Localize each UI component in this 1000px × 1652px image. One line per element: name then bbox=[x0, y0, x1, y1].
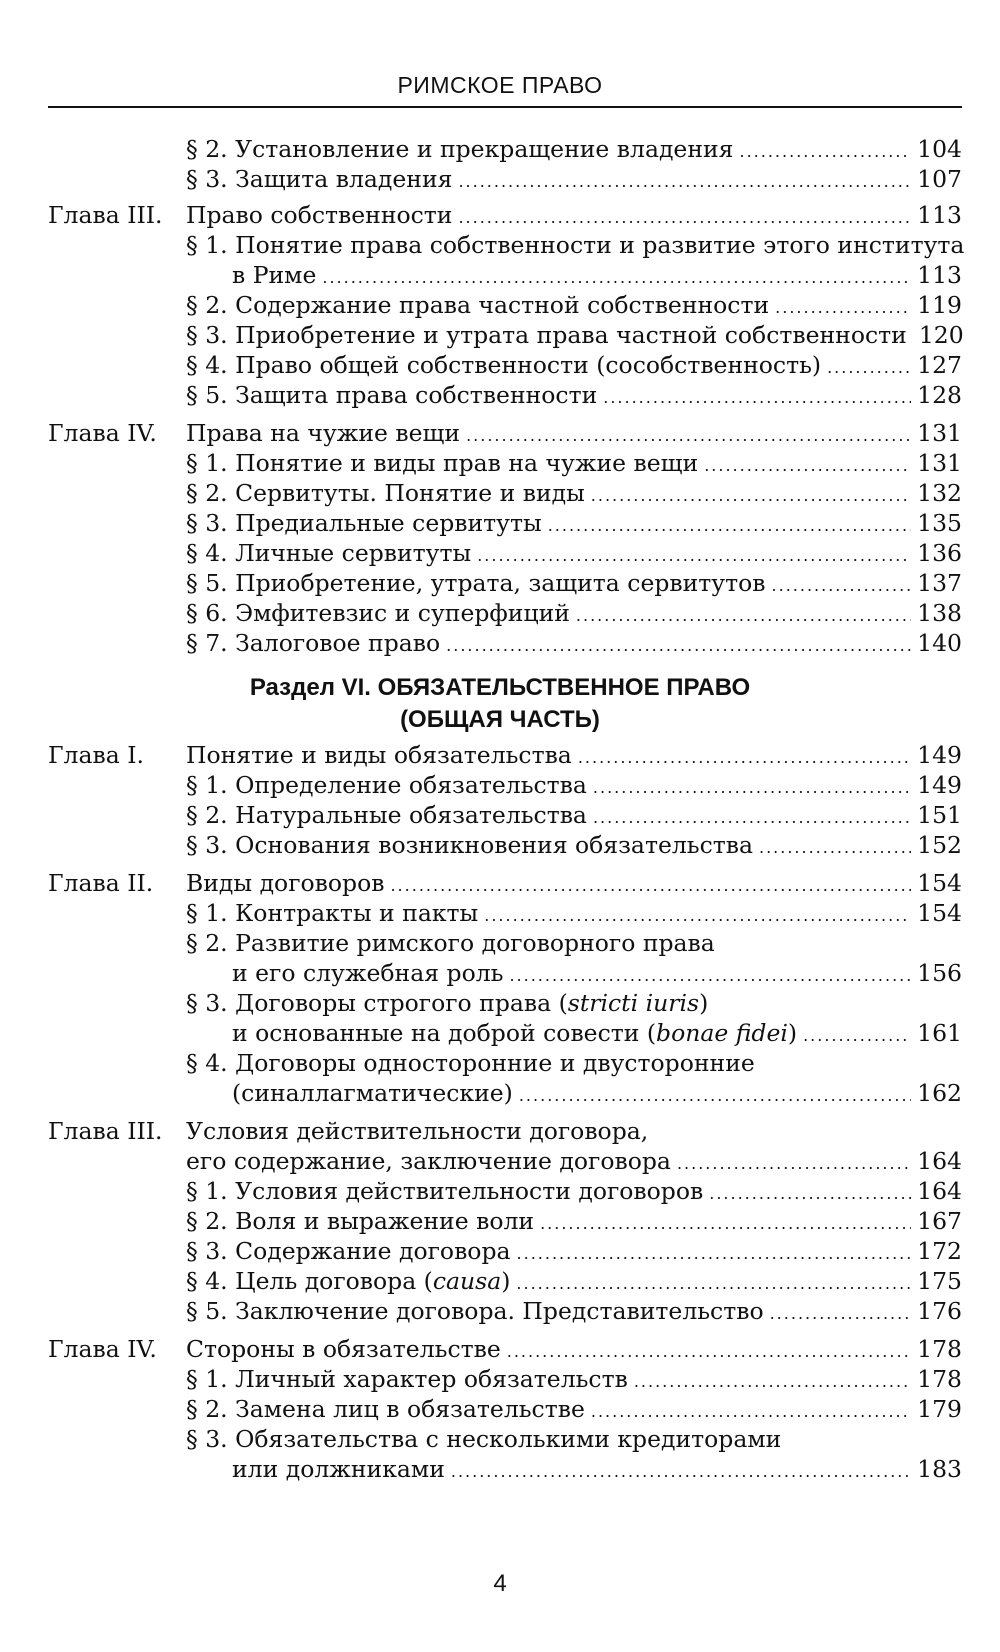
toc-line bbox=[186, 508, 962, 541]
toc-entry bbox=[0, 800, 1000, 831]
chapter-label: Глава I. bbox=[48, 741, 144, 769]
toc-entry bbox=[0, 568, 1000, 599]
page-ref: 178 bbox=[917, 1335, 962, 1363]
entry-text: § 3. Договоры строгого права (stricti iuris) bbox=[186, 989, 709, 1017]
page-ref: 175 bbox=[917, 1267, 962, 1295]
page-ref: 113 bbox=[917, 201, 962, 229]
entry-text: § 7. Залоговое право bbox=[186, 629, 441, 657]
toc-line bbox=[186, 200, 962, 233]
page-ref: 131 bbox=[917, 419, 962, 447]
dot-leader bbox=[704, 450, 911, 481]
dot-leader bbox=[578, 742, 911, 773]
toc-line bbox=[186, 1364, 962, 1397]
toc-line bbox=[186, 448, 962, 481]
toc-line bbox=[186, 350, 962, 383]
toc-line bbox=[186, 770, 962, 803]
page-ref: 164 bbox=[917, 1147, 962, 1175]
dot-leader bbox=[507, 1336, 911, 1367]
dot-leader bbox=[603, 382, 911, 413]
dot-leader bbox=[484, 900, 911, 931]
dot-leader bbox=[827, 352, 911, 383]
entry-text: Права на чужие вещи bbox=[186, 419, 461, 447]
toc-line bbox=[186, 800, 962, 833]
toc-line bbox=[186, 1266, 962, 1299]
page-ref: 178 bbox=[917, 1365, 962, 1393]
toc-chapter bbox=[0, 868, 1000, 899]
page-ref: 113 bbox=[917, 261, 962, 289]
entry-text: (синаллагматические) bbox=[232, 1079, 513, 1107]
entry-text: § 4. Цель договора (causa) bbox=[186, 1267, 511, 1295]
toc-line bbox=[186, 568, 962, 601]
toc-line bbox=[232, 1078, 962, 1111]
toc-entry bbox=[0, 928, 1000, 959]
toc-entry bbox=[0, 1206, 1000, 1237]
dot-leader bbox=[519, 1080, 911, 1111]
dot-leader bbox=[390, 870, 911, 901]
toc-line bbox=[186, 1146, 962, 1179]
dot-leader bbox=[772, 570, 912, 601]
page-ref: 161 bbox=[917, 1019, 962, 1047]
page-ref: 107 bbox=[917, 165, 962, 193]
dot-leader bbox=[509, 960, 911, 991]
toc-entry bbox=[0, 1236, 1000, 1267]
toc-line bbox=[186, 830, 962, 863]
page-ref: 149 bbox=[917, 771, 962, 799]
entry-text: § 3. Основания возникновения обязательства bbox=[186, 831, 753, 859]
entry-text: § 2. Натуральные обязательства bbox=[186, 801, 587, 829]
page-ref: 128 bbox=[917, 381, 962, 409]
dot-leader bbox=[740, 136, 912, 167]
entry-text: его содержание, заключение договора bbox=[186, 1147, 671, 1175]
entry-text: § 3. Приобретение и утрата права частной собственности bbox=[186, 321, 907, 349]
entry-text: § 4. Договоры односторонние и двусторонние bbox=[186, 1049, 755, 1077]
toc-entry bbox=[0, 898, 1000, 929]
toc-line bbox=[232, 1018, 962, 1051]
toc-line bbox=[186, 628, 962, 661]
toc-entry-cont bbox=[0, 958, 1000, 989]
toc-entry bbox=[0, 628, 1000, 659]
toc-entry bbox=[0, 1394, 1000, 1425]
dot-leader bbox=[677, 1148, 911, 1179]
toc-chapter bbox=[0, 740, 1000, 771]
toc-entry bbox=[0, 1176, 1000, 1207]
dot-leader bbox=[576, 600, 911, 631]
toc-entry bbox=[0, 830, 1000, 861]
page-ref: 176 bbox=[917, 1297, 962, 1325]
toc-line bbox=[186, 320, 962, 353]
toc-line bbox=[186, 1296, 962, 1329]
toc-chapter bbox=[0, 1334, 1000, 1365]
toc-entry bbox=[0, 320, 1000, 351]
toc-line bbox=[186, 134, 962, 167]
toc-entry bbox=[0, 538, 1000, 569]
toc-line bbox=[186, 1236, 962, 1269]
dot-leader bbox=[477, 540, 911, 571]
toc-entry-cont bbox=[0, 1454, 1000, 1485]
toc-entry bbox=[0, 1048, 1000, 1079]
toc-entry bbox=[0, 290, 1000, 321]
page-ref: 164 bbox=[917, 1177, 962, 1205]
toc-line bbox=[232, 958, 962, 991]
entry-text: Стороны в обязательстве bbox=[186, 1335, 501, 1363]
entry-text: в Риме bbox=[232, 261, 317, 289]
dot-leader bbox=[759, 832, 911, 863]
toc-line bbox=[186, 1176, 962, 1209]
toc-entry bbox=[0, 770, 1000, 801]
page-ref: 132 bbox=[917, 479, 962, 507]
toc-entry bbox=[0, 598, 1000, 629]
toc-line bbox=[186, 898, 962, 931]
dot-leader bbox=[634, 1366, 911, 1397]
entry-text: § 2. Сервитуты. Понятие и виды bbox=[186, 479, 585, 507]
dot-leader bbox=[593, 802, 911, 833]
chapter-label: Глава IV. bbox=[48, 1335, 157, 1363]
toc-entry bbox=[0, 350, 1000, 381]
page-ref: 131 bbox=[917, 449, 962, 477]
dot-leader bbox=[517, 1238, 912, 1269]
entry-text: § 2. Воля и выражение воли bbox=[186, 1207, 535, 1235]
page-ref: 135 bbox=[917, 509, 962, 537]
dot-leader bbox=[446, 630, 911, 661]
toc-line bbox=[186, 538, 962, 571]
page-ref: 179 bbox=[917, 1395, 962, 1423]
page-ref: 140 bbox=[917, 629, 962, 657]
dot-leader bbox=[591, 480, 911, 511]
page-ref: 154 bbox=[917, 869, 962, 897]
dot-leader bbox=[775, 292, 911, 323]
section-heading-sub: (ОБЩАЯ ЧАСТЬ) bbox=[400, 706, 600, 733]
entry-text: § 5. Приобретение, утрата, защита сервитутов bbox=[186, 569, 766, 597]
dot-leader bbox=[516, 1268, 911, 1299]
entry-text: § 4. Право общей собственности (сособственность) bbox=[186, 351, 822, 379]
toc-entry bbox=[0, 1296, 1000, 1327]
toc-line bbox=[186, 1394, 962, 1427]
entry-text: Понятие и виды обязательства bbox=[186, 741, 572, 769]
toc-entry bbox=[0, 134, 1000, 165]
entry-text: § 2. Содержание права частной собственности bbox=[186, 291, 770, 319]
page-number: 4 bbox=[493, 1570, 507, 1597]
toc-line bbox=[232, 260, 962, 293]
page-ref: 104 bbox=[917, 135, 962, 163]
chapter-label: Глава IV. bbox=[48, 419, 157, 447]
entry-text: § 2. Развитие римского договорного права bbox=[186, 929, 715, 957]
toc-entry bbox=[0, 164, 1000, 195]
dot-leader bbox=[803, 1020, 911, 1051]
dot-leader bbox=[593, 772, 911, 803]
page-ref: 119 bbox=[917, 291, 962, 319]
toc-entry bbox=[0, 508, 1000, 539]
toc-chapter bbox=[0, 200, 1000, 231]
entry-text: § 1. Контракты и пакты bbox=[186, 899, 479, 927]
toc-line bbox=[186, 1334, 962, 1367]
toc-chapter bbox=[0, 1116, 1000, 1147]
toc-line bbox=[186, 1206, 962, 1239]
dot-leader bbox=[591, 1396, 911, 1427]
toc-line bbox=[186, 740, 962, 773]
toc-entry bbox=[0, 988, 1000, 1019]
page-ref: 167 bbox=[917, 1207, 962, 1235]
toc-entry bbox=[0, 1266, 1000, 1297]
toc-entry bbox=[0, 448, 1000, 479]
entry-text: § 1. Определение обязательства bbox=[186, 771, 587, 799]
dot-leader bbox=[458, 202, 911, 233]
toc-entry bbox=[0, 380, 1000, 411]
toc-entry-cont bbox=[0, 260, 1000, 291]
chapter-label: Глава II. bbox=[48, 869, 154, 897]
entry-text: § 2. Замена лиц в обязательстве bbox=[186, 1395, 585, 1423]
dot-leader bbox=[540, 1208, 911, 1239]
page-ref: 137 bbox=[917, 569, 962, 597]
toc-chapter bbox=[0, 418, 1000, 449]
toc-entry bbox=[0, 230, 1000, 261]
toc-entry-cont bbox=[0, 1078, 1000, 1109]
page-ref: 127 bbox=[917, 351, 962, 379]
toc-entry-cont bbox=[0, 1146, 1000, 1177]
running-title: РИМСКОЕ ПРАВО bbox=[397, 72, 603, 98]
entry-text: § 3. Защита владения bbox=[186, 165, 453, 193]
entry-text: Виды договоров bbox=[186, 869, 385, 897]
page-ref: 172 bbox=[917, 1237, 962, 1265]
toc-line bbox=[186, 598, 962, 631]
entry-text: § 4. Личные сервитуты bbox=[186, 539, 472, 567]
toc-line bbox=[186, 868, 962, 901]
toc-entry-cont bbox=[0, 1018, 1000, 1049]
page-ref: 154 bbox=[917, 899, 962, 927]
entry-text: § 5. Защита права собственности bbox=[186, 381, 598, 409]
page-ref: 138 bbox=[917, 599, 962, 627]
page-ref: 149 bbox=[917, 741, 962, 769]
toc-line bbox=[186, 418, 962, 451]
toc-line bbox=[232, 1454, 962, 1487]
entry-text: § 5. Заключение договора. Представительство bbox=[186, 1297, 764, 1325]
entry-text: и его служебная роль bbox=[232, 959, 504, 987]
dot-leader bbox=[466, 420, 911, 451]
toc-line bbox=[186, 164, 962, 197]
section-heading: Раздел VI. ОБЯЗАТЕЛЬСТВЕННОЕ ПРАВО bbox=[249, 674, 751, 701]
page-ref: 152 bbox=[917, 831, 962, 859]
toc-line bbox=[186, 290, 962, 323]
header-rule bbox=[48, 106, 962, 108]
entry-text: Право собственности bbox=[186, 201, 453, 229]
chapter-label: Глава III. bbox=[48, 1117, 163, 1145]
chapter-label: Глава III. bbox=[48, 201, 163, 229]
dot-leader bbox=[770, 1298, 912, 1329]
page-ref: 120 bbox=[918, 321, 964, 349]
entry-text: или должниками bbox=[232, 1455, 445, 1483]
toc-entry bbox=[0, 1424, 1000, 1455]
dot-leader bbox=[458, 166, 911, 197]
page-ref: 136 bbox=[917, 539, 962, 567]
entry-text: Условия действительности договора, bbox=[186, 1117, 649, 1145]
toc-entry bbox=[0, 1364, 1000, 1395]
entry-text: § 3. Предиальные сервитуты bbox=[186, 509, 542, 537]
page-ref: 183 bbox=[917, 1455, 962, 1483]
entry-text: § 1. Понятие права собственности и развитие этого института bbox=[186, 231, 965, 259]
dot-leader bbox=[322, 262, 911, 293]
dot-leader bbox=[451, 1456, 911, 1487]
page-ref: 151 bbox=[917, 801, 962, 829]
toc-entry bbox=[0, 478, 1000, 509]
page-ref: 162 bbox=[917, 1079, 962, 1107]
entry-text: и основанные на доброй совести (bonae fidei) bbox=[232, 1019, 798, 1047]
entry-text: § 3. Содержание договора bbox=[186, 1237, 511, 1265]
entry-text: § 1. Понятие и виды прав на чужие вещи bbox=[186, 449, 699, 477]
entry-text: § 6. Эмфитевзис и суперфиций bbox=[186, 599, 570, 627]
entry-text: § 3. Обязательства с несколькими кредиторами bbox=[186, 1425, 782, 1453]
page-ref: 156 bbox=[917, 959, 962, 987]
toc-line bbox=[186, 380, 962, 413]
toc-line bbox=[186, 478, 962, 511]
entry-text: § 1. Личный характер обязательств bbox=[186, 1365, 628, 1393]
dot-leader bbox=[548, 510, 911, 541]
entry-text: § 1. Условия действительности договоров bbox=[186, 1177, 704, 1205]
dot-leader bbox=[709, 1178, 911, 1209]
entry-text: § 2. Установление и прекращение владения bbox=[186, 135, 734, 163]
